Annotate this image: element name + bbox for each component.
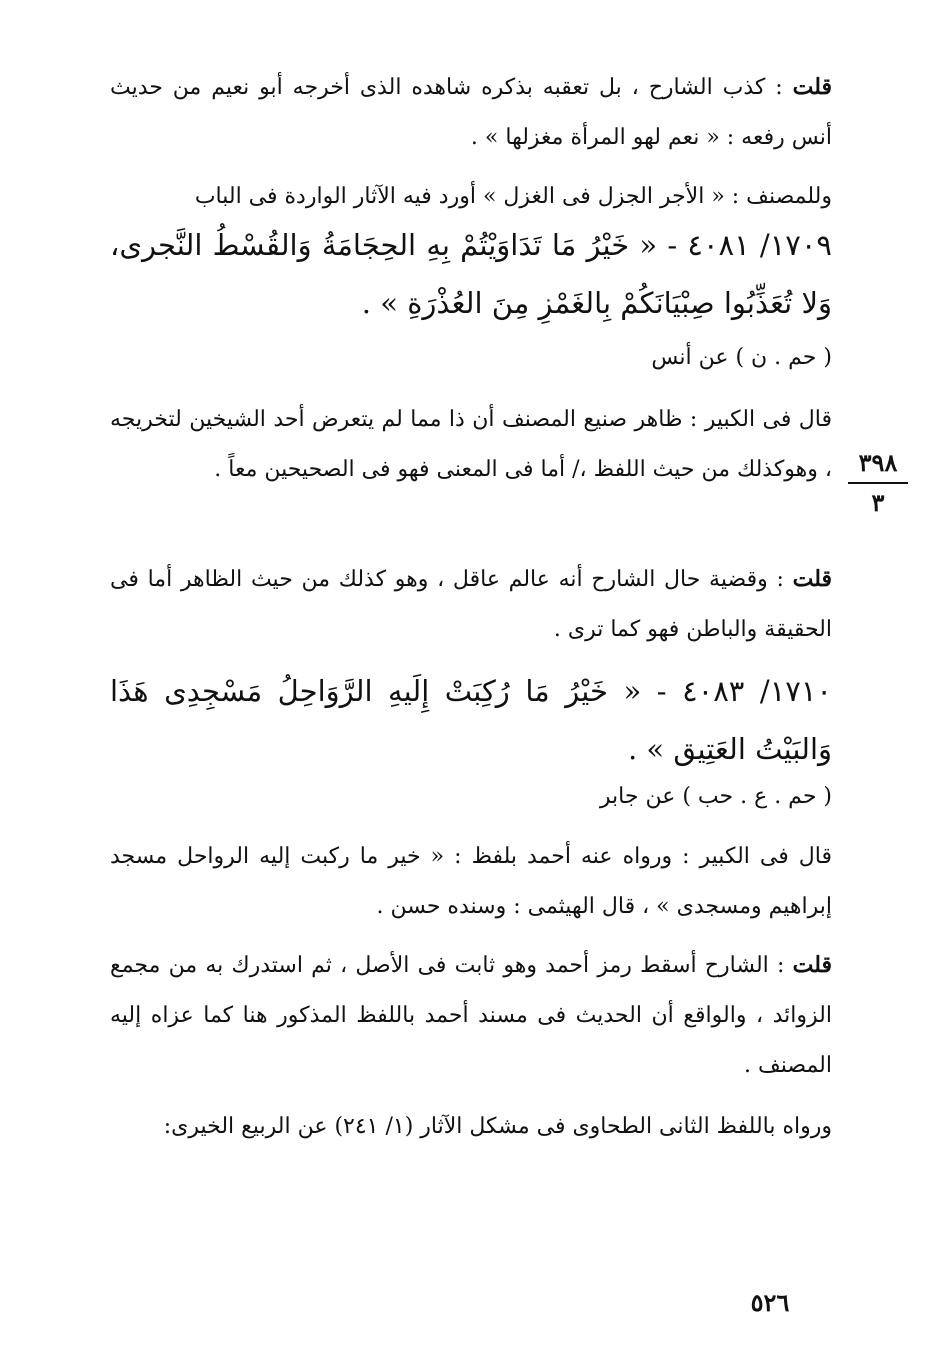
page-number: ٥٢٦	[750, 1288, 790, 1317]
paragraph-5-text: قال فى الكبير : ورواه عنه أحمد بلفظ : « خير ما ركبت إليه الرواحل مسجد إبراهيم ومسجدى » ، قال الهيثمى : وسنده حسن .	[110, 844, 832, 919]
hadith-1710	[110, 662, 832, 778]
paragraph-6-text: : الشارح أسقط رمز أحمد وهو ثابت فى الأصل ، ثم استدرك به من مجمع الزوائد ، والواقع أن الحديث فى مسند أحمد باللفظ المذكور هنا كما عزاه إليه المصنف .	[110, 953, 832, 1078]
paragraph-4-text: : وقضية حال الشارح أنه عالم عاقل ، وهو كذلك من حيث الظاهر أما فى الحقيقة والباطن فهو كما ترى .	[110, 567, 832, 642]
paragraph-7	[110, 1102, 832, 1152]
paragraph-3	[110, 395, 832, 495]
hadith-1709-text: ١٧٠٩/ ٤٠٨١ - « خَيْرُ مَا تَدَاوَيْتُمْ بِهِ الحِجَامَةُ وَالقُسْطُ النَّجرى، وَلا تُعَذِّبُوا صِبْيَانَكُمْ بِالغَمْزِ مِنَ العُذْرَةِ » .	[110, 228, 832, 320]
paragraph-2	[110, 172, 832, 222]
paragraph-1	[110, 62, 832, 163]
paragraph-4	[110, 554, 832, 655]
hadith-1709-source	[110, 338, 832, 378]
hadith-1709-source-text: ( حم . ن ) عن أنس	[651, 345, 832, 370]
qultu-lead: قلت	[792, 952, 832, 978]
qultu-lead: قلت	[792, 566, 832, 592]
paragraph-7-text: ورواه باللفظ الثانى الطحاوى فى مشكل الآثار (١/ ٢٤١) عن الربيع الخيرى:	[163, 1114, 832, 1139]
margin-volume-reference	[848, 448, 908, 518]
hadith-1710-source	[110, 777, 832, 817]
paragraph-1-text: : كذب الشارح ، بل تعقبه بذكره شاهده الذى أخرجه أبو نعيم من حديث أنس رفعه : « نعم لهو المرأة مغزلها » .	[110, 75, 832, 150]
hadith-1710-text: ١٧١٠/ ٤٠٨٣ - « خَيْرُ مَا رُكِبَتْ إِلَيهِ الرَّوَاحِلُ مَسْجِدِى هَذَا وَالبَيْتُ العَتِيق » .	[110, 674, 832, 766]
qultu-lead: قلت	[792, 74, 832, 100]
paragraph-5	[110, 832, 832, 932]
margin-note-bottom: ٣	[871, 488, 885, 517]
margin-note-rule	[848, 482, 908, 484]
hadith-1709	[110, 216, 832, 332]
margin-note-top: ٣٩٨	[858, 448, 898, 477]
hadith-1710-source-text: ( حم . ع . حب ) عن جابر	[599, 784, 832, 809]
paragraph-2-text: وللمصنف : « الأجر الجزل فى الغزل » أورد فيه الآثار الواردة فى الباب	[194, 184, 832, 209]
paragraph-6	[110, 940, 832, 1091]
paragraph-3-text: قال فى الكبير : ظاهر صنيع المصنف أن ذا مما لم يتعرض أحد الشيخين لتخريجه ، وهوكذلك من حيث اللفظ ،/ أما فى المعنى فهو فى الصحيحين معاً .	[110, 407, 832, 482]
